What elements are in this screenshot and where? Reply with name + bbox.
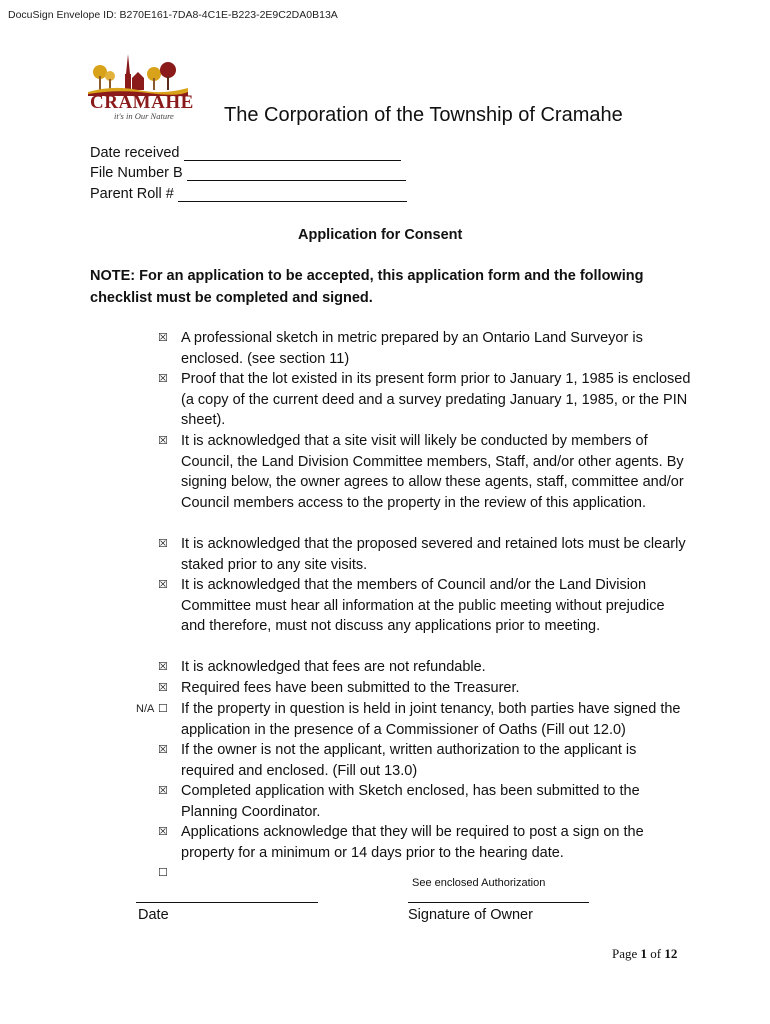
not-applicable-label: N/A [136, 703, 155, 715]
checkbox-unchecked[interactable]: ☐ [158, 703, 168, 715]
parent-roll-input[interactable] [178, 187, 407, 202]
parent-roll-label: Parent Roll # [90, 186, 174, 202]
checkbox-checked[interactable]: ☒ [158, 682, 168, 694]
logo-wordmark: CRAMAHE [90, 92, 194, 113]
checkbox-checked[interactable]: ☒ [158, 373, 168, 385]
checkbox-checked[interactable]: ☒ [158, 826, 168, 838]
checklist-item: If the property in question is held in joint tenancy, both parties have signed the application in the presence of a Commissioner of Oaths (Fill out 12.0) [181, 701, 681, 738]
checkbox-checked[interactable]: ☒ [158, 785, 168, 797]
owner-signature-line[interactable] [408, 902, 589, 903]
checklist-item: Completed application with Sketch enclosed, has been submitted to the Planning Coordinator. [181, 783, 640, 820]
checklist-item: A professional sketch in metric prepared by an Ontario Land Surveyor is enclosed. (see section 11) [181, 330, 643, 367]
checkbox-checked[interactable]: ☒ [158, 538, 168, 550]
owner-signature-label: Signature of Owner [408, 907, 533, 923]
page-title: The Corporation of the Township of Cramahe [224, 104, 623, 126]
checkbox-checked[interactable]: ☒ [158, 744, 168, 756]
checklist-item: It is acknowledged that fees are not refundable. [181, 659, 486, 675]
authorization-note: See enclosed Authorization [412, 877, 546, 889]
checklist-item: It is acknowledged that the proposed severed and retained lots must be clearly staked prior to any site visits. [181, 536, 686, 573]
checklist-item: It is acknowledged that a site visit will likely be conducted by members of Council, the Land Division Committee members, Staff, and/or other agents. By signing below, the owner agrees to allow these agents, staff, committee and/or Council members access to the property in the review of this application. [181, 433, 684, 511]
file-number-input[interactable] [187, 166, 406, 181]
parent-roll-field [90, 186, 407, 202]
checkbox-checked[interactable]: ☒ [158, 332, 168, 344]
page-current: 1 [640, 946, 648, 961]
cramahe-logo [88, 52, 194, 124]
page-number [612, 946, 677, 962]
file-number-label: File Number B [90, 165, 183, 181]
date-received-input[interactable] [184, 146, 401, 161]
checkbox-checked[interactable]: ☒ [158, 661, 168, 673]
checklist-item: It is acknowledged that the members of Council and/or the Land Division Committee must hear all information at the public meeting without prejudice and therefore, must not discuss any applications prior to meeting. [181, 577, 665, 635]
checkbox-unchecked[interactable]: ☐ [158, 867, 168, 879]
checklist-item: Required fees have been submitted to the Treasurer. [181, 680, 520, 696]
logo-landscape-icon [88, 52, 188, 96]
date-signature-line[interactable] [136, 902, 318, 903]
checkbox-checked[interactable]: ☒ [158, 435, 168, 447]
logo-tagline: it's in Our Nature [114, 111, 174, 121]
docusign-envelope-id: DocuSign Envelope ID: B270E161-7DA8-4C1E-B223-2E9C2DA0B13A [8, 9, 338, 21]
page-prefix: Page [612, 946, 641, 961]
checklist-item: If the owner is not the applicant, written authorization to the applicant is required and enclosed. (Fill out 13.0) [181, 742, 637, 779]
checklist-item: Proof that the lot existed in its present form prior to January 1, 1985 is enclosed (a copy of the current deed and a survey predating January 1, 1985, or the PIN sheet). [181, 371, 691, 429]
checklist-item: Applications acknowledge that they will be required to post a sign on the property for a minimum or 14 days prior to the hearing date. [181, 824, 644, 861]
page-of: of [647, 946, 665, 961]
page-total: 12 [664, 946, 678, 961]
checkbox-checked[interactable]: ☒ [158, 579, 168, 591]
section-heading: Application for Consent [298, 227, 463, 243]
date-label: Date [138, 907, 169, 923]
date-received-label: Date received [90, 145, 180, 161]
note-text: NOTE: For an application to be accepted, this application form and the following checklist must be completed and signed. [90, 268, 644, 306]
file-number-field [90, 165, 406, 181]
date-received-field [90, 145, 401, 161]
